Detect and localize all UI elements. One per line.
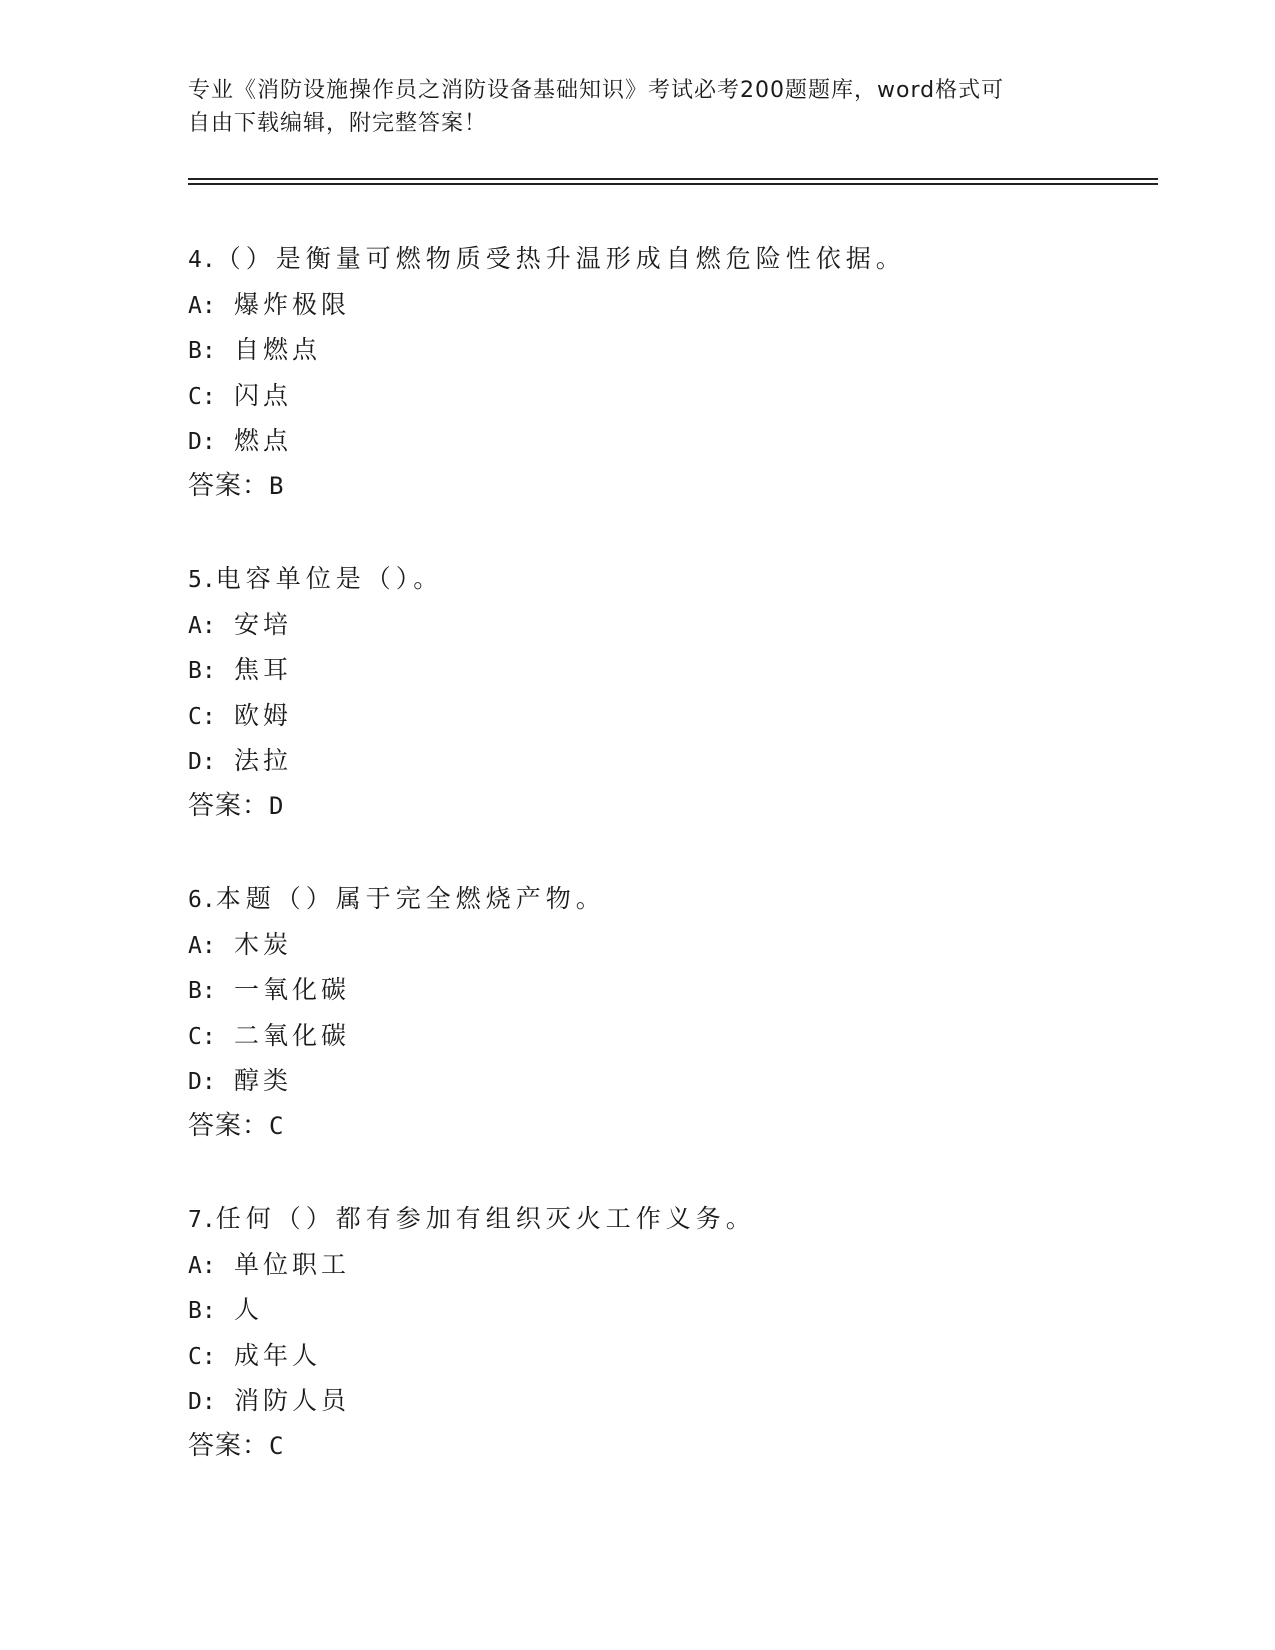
answer-line [188, 1424, 1158, 1470]
option-d [188, 1058, 1158, 1104]
answer-value: C [269, 1111, 285, 1140]
option-letter: A: [188, 292, 216, 319]
option-d [188, 1378, 1158, 1424]
option-text: 单位职工 [234, 1249, 351, 1279]
option-text: 醇类 [234, 1066, 293, 1095]
option-text: 人 [234, 1295, 264, 1324]
option-text: 爆炸极限 [234, 289, 351, 319]
question-stem [188, 236, 1158, 282]
answer-line [188, 464, 1158, 510]
option-b [188, 1287, 1158, 1333]
option-text: 安培 [234, 609, 293, 639]
question-item [188, 236, 1158, 556]
question-stem [188, 876, 1158, 922]
document-header [188, 74, 1068, 140]
question-item [188, 556, 1158, 876]
option-letter: C: [188, 383, 216, 410]
answer-value: D [269, 791, 285, 820]
option-d [188, 418, 1158, 464]
question-text: 本题（）属于完全燃烧产物。 [215, 884, 606, 913]
question-text: （）是衡量可燃物质受热升温形成自燃危险性依据。 [215, 244, 906, 273]
option-a [188, 602, 1158, 648]
answer-label: 答案： [188, 1430, 270, 1461]
option-c [188, 1013, 1158, 1059]
option-text: 燃点 [234, 426, 293, 455]
option-b [188, 327, 1158, 373]
option-text: 二氧化碳 [234, 1020, 351, 1050]
question-item [188, 876, 1158, 1196]
option-letter: A: [188, 1252, 216, 1279]
answer-value: B [269, 471, 285, 500]
option-text: 欧姆 [234, 700, 293, 730]
question-item [188, 1196, 1158, 1516]
question-text: 电容单位是（）。 [215, 564, 444, 593]
option-text: 成年人 [234, 1340, 322, 1370]
answer-value: C [269, 1431, 285, 1460]
question-number: 5. [188, 567, 216, 593]
option-letter: D: [188, 749, 216, 775]
header-line-2: 自由下载编辑，附完整答案！ [188, 111, 488, 136]
option-c [188, 373, 1158, 419]
option-a [188, 922, 1158, 968]
option-letter: B: [188, 1298, 216, 1324]
option-text: 自燃点 [234, 335, 322, 364]
option-text: 焦耳 [234, 655, 293, 684]
option-a [188, 1242, 1158, 1288]
option-letter: A: [188, 932, 216, 959]
option-letter: C: [188, 1343, 216, 1370]
option-letter: D: [188, 1389, 216, 1415]
option-b [188, 967, 1158, 1013]
option-c [188, 693, 1158, 739]
option-text: 一氧化碳 [234, 975, 351, 1004]
answer-label: 答案： [188, 470, 270, 501]
question-number: 7. [188, 1207, 216, 1233]
question-number: 4. [188, 247, 216, 273]
option-letter: B: [188, 658, 216, 684]
question-stem [188, 1196, 1158, 1242]
header-divider-bottom [188, 183, 1158, 185]
option-d [188, 738, 1158, 784]
option-a [188, 282, 1158, 328]
option-text: 闪点 [234, 380, 293, 410]
option-letter: D: [188, 429, 216, 455]
question-number: 6. [188, 887, 216, 913]
option-letter: C: [188, 1023, 216, 1050]
option-letter: B: [188, 978, 216, 1004]
answer-label: 答案： [188, 790, 270, 821]
option-letter: A: [188, 612, 216, 639]
answer-label: 答案： [188, 1110, 270, 1141]
option-letter: D: [188, 1069, 216, 1095]
question-list [188, 236, 1158, 1516]
option-text: 消防人员 [234, 1386, 351, 1415]
header-line-1: 专业《消防设施操作员之消防设备基础知识》考试必考200题题库，word格式可 [188, 78, 1005, 103]
question-text: 任何（）都有参加有组织灭火工作义务。 [215, 1204, 756, 1233]
question-stem [188, 556, 1158, 602]
answer-line [188, 784, 1158, 830]
header-divider-top [188, 178, 1158, 180]
option-c [188, 1333, 1158, 1379]
answer-line [188, 1104, 1158, 1150]
option-text: 法拉 [234, 746, 293, 775]
option-b [188, 647, 1158, 693]
option-text: 木炭 [234, 929, 293, 959]
option-letter: C: [188, 703, 216, 730]
option-letter: B: [188, 338, 216, 364]
